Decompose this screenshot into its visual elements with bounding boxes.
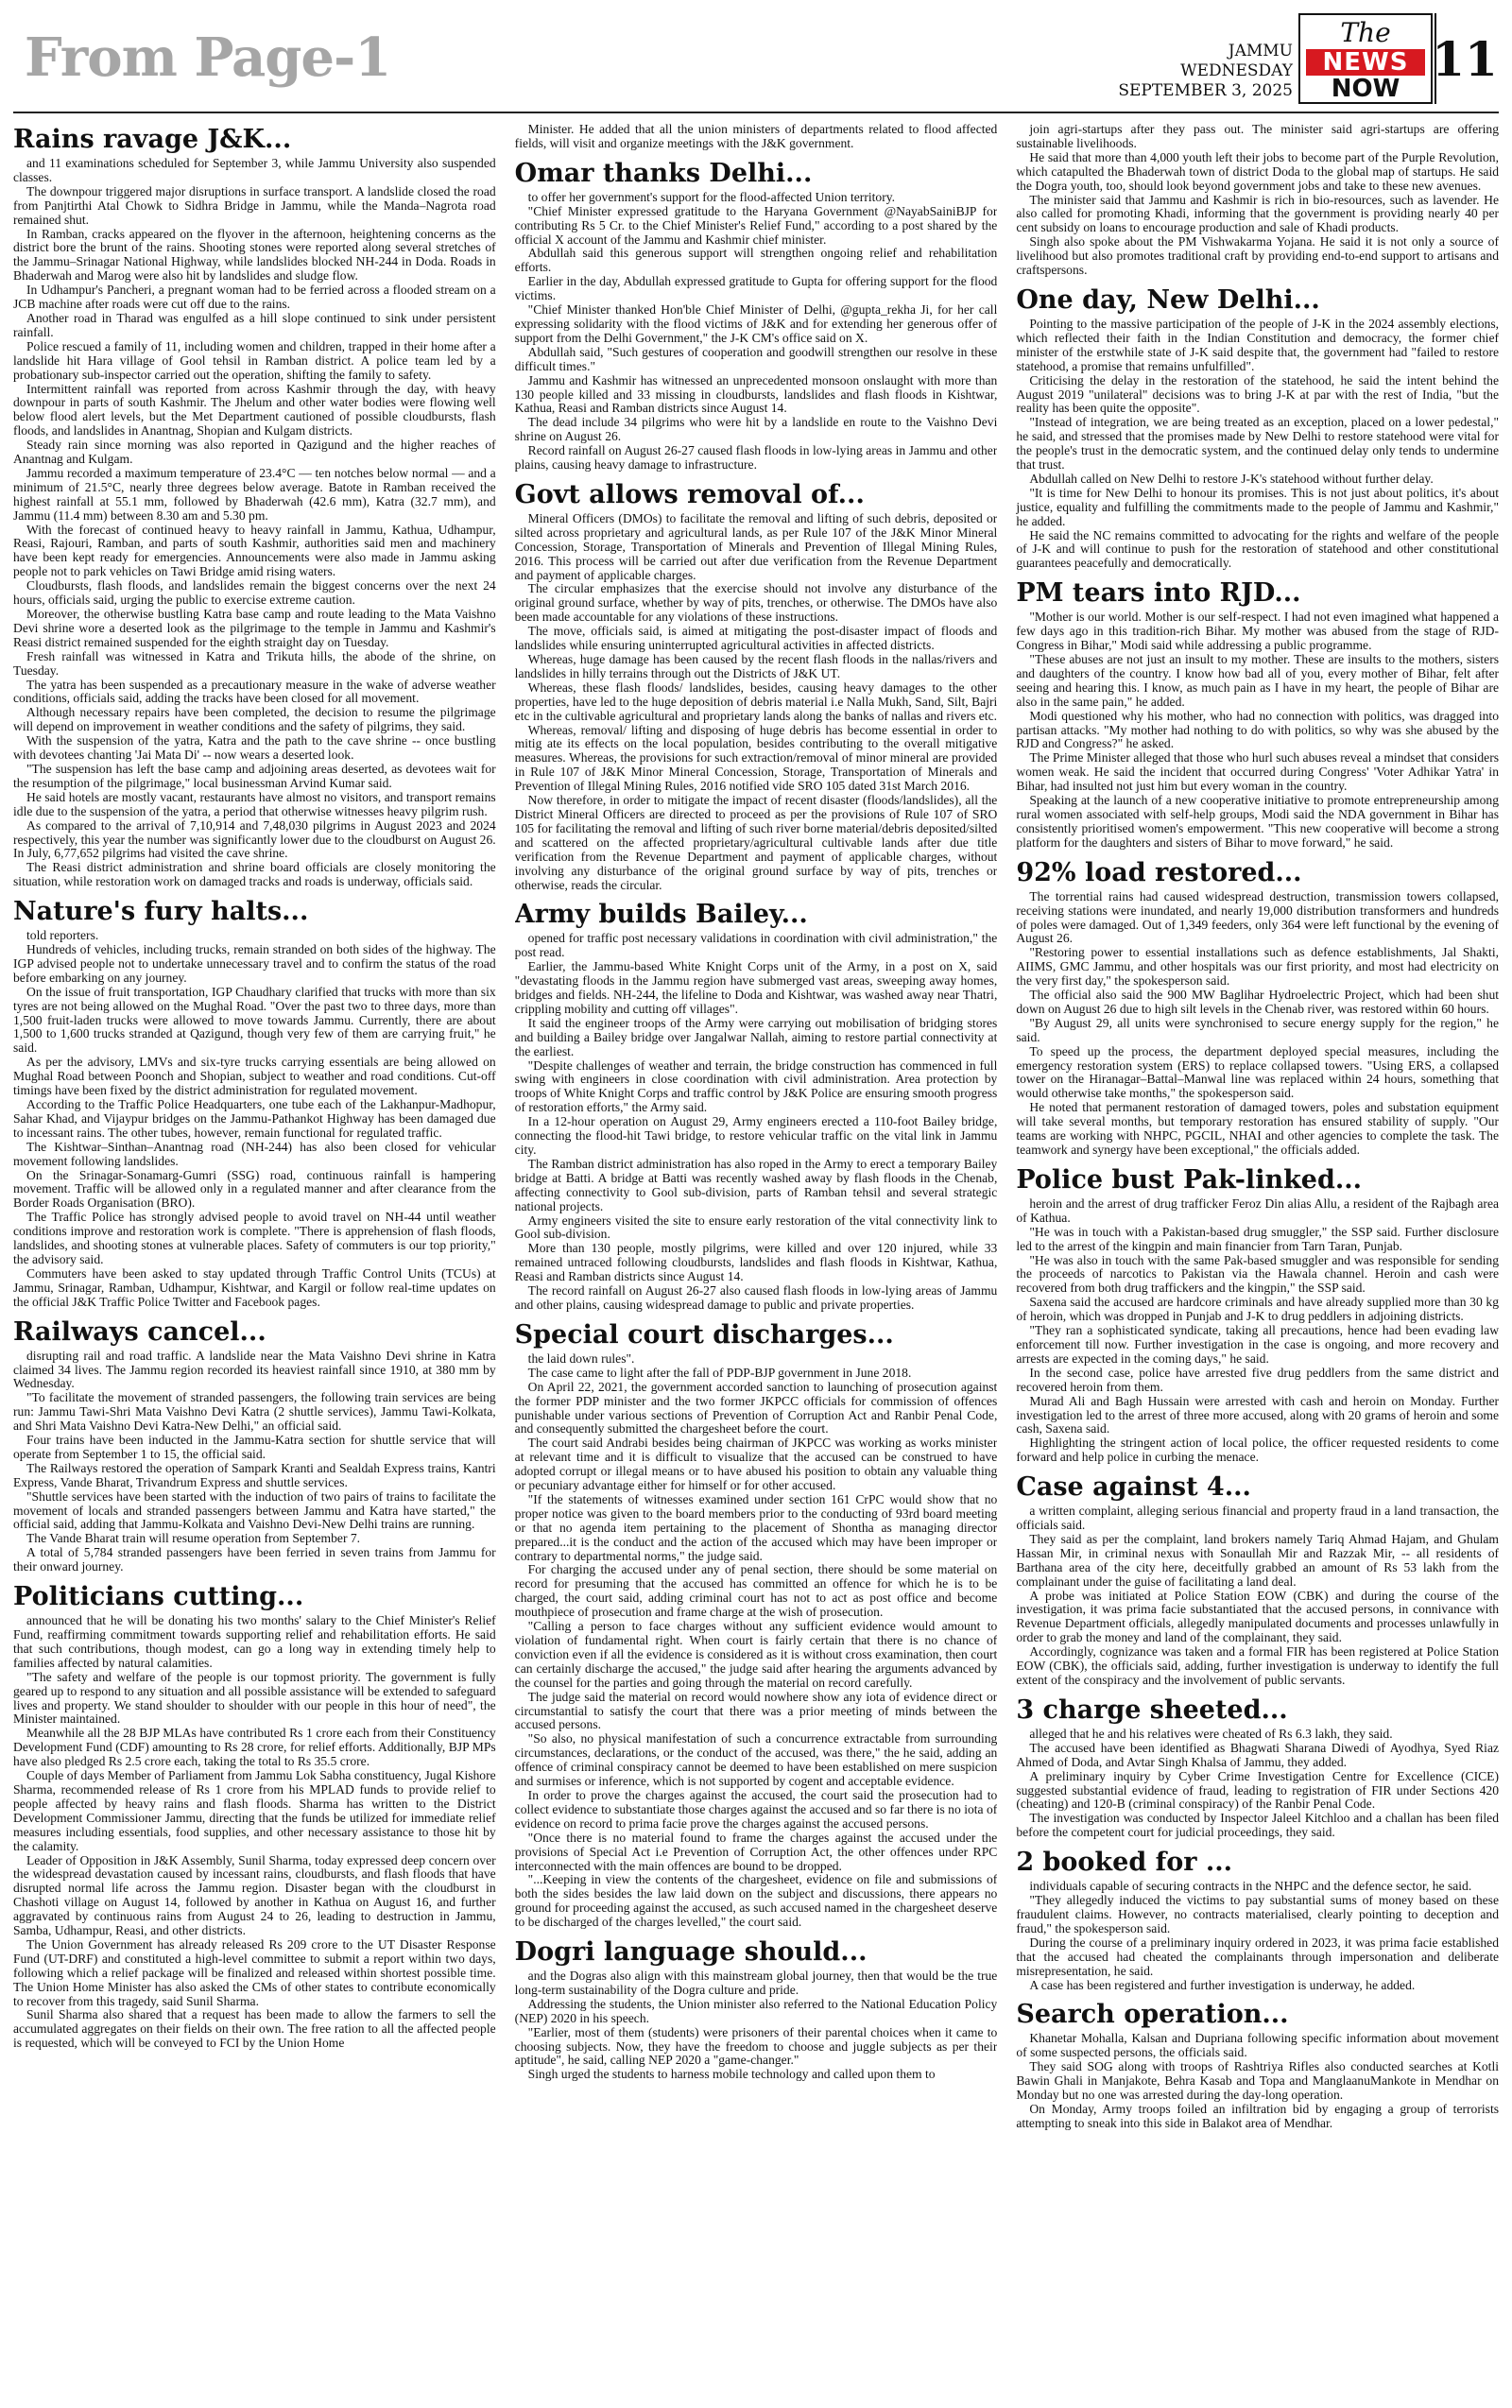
story-paragraph: To speed up the process, the department deployed special measures, including the emergency restoration system (ERS) to replace collapsed towers. "Using ERS, a collapsed tower on the Hiranagar–Battal–Manwal line was replaced within 24 hours, something that would otherwise take months," the spokesperson said. — [1016, 1043, 1499, 1101]
story-paragraph: Fresh rainfall was witnessed in Katra and Trikuta hills, the abode of the shrine, on Tuesday. — [13, 648, 496, 678]
story-headline: Politicians cutting... — [13, 1582, 304, 1612]
story-headline: Rains ravage J&K... — [13, 125, 292, 154]
story-paragraph: Whereas, huge damage has been caused by the recent flash floods in the nallas/rivers and landslides in hilly terrains through out the Districts of J&K UT. — [514, 652, 998, 680]
story-paragraph: The official also said the 900 MW Baglihar Hydroelectric Project, which had been shut down on August 26 due to high silt levels in the Chenab river, was restored within 60 hours. — [1016, 988, 1499, 1016]
story-paragraph: Abdullah said this generous support will strengthen ongoing relief and rehabilitation efforts. — [514, 246, 998, 275]
story — [1016, 1695, 1499, 1840]
story-paragraph: "Earlier, most of them (students) were prisoners of their parental choices when it came to choosing subjects. Now, they have the freedom to choose and juggle subjects as per their aptitude", he said, calling NEP 2020 a "game-changer." — [514, 2024, 998, 2068]
story-headline: Dogri language should... — [514, 1937, 868, 1968]
story-paragraph: join agri-startups after they pass out. The minister said agri-startups are offering sustainable livelihoods. — [1016, 123, 1499, 150]
masthead — [13, 0, 1499, 113]
story-paragraph: a written complaint, alleging serious financial and property fraud in a land transaction, the officials said. — [1016, 1504, 1499, 1533]
story-paragraph: The Prime Minister alleged that those who hurl such abuses reveal a mindset that considers women weak. He said the incident that occurred during Congress' 'Voter Adhikar Yatra' in Bihar, had insulted not just him but every woman in the country. — [1016, 750, 1499, 794]
story — [515, 159, 998, 473]
story-paragraph: On the issue of fruit transportation, IGP Chaudhary clarified that trucks with more than six tyres are not being allowed on the Mughal Road. "Over the past two to three days, more than 1,500 fruit-laden trucks were allowed to move towards Jammu. Currently, there are about 1,500 to 1,600 trucks stranded at Qazigund, though very few of them are carrying fruit," he said. — [13, 984, 496, 1056]
story-paragraph: Intermittent rainfall was reported from across Kashmir through the day, with heavy downpour in parts of south Kashmir. The Jhelum and other water bodies were flowing well below flood alert levels, but the Met Department cautioned of possible cloudbursts, flash floods, and landslides in Anantnag, Shopian and Kulgam districts. — [13, 381, 496, 439]
story-paragraph: "Restoring power to essential installations such as defence establishments, Jal Shakti, AIIMS, GMC Jammu, and other hospitals was our first priority, and most had electricity on the very first day," the spokesperson said. — [1016, 945, 1499, 989]
story-paragraph: The Reasi district administration and shrine board officials are closely monitoring the situation, while restoration work on damaged tracks and roads is underway, officials said. — [13, 860, 496, 889]
story-paragraph: "The suspension has left the base camp and adjoining areas deserted, as devotees wait for the resumption of the pilgrimage," local businessman Arvind Kumar said. — [13, 761, 496, 790]
story-headline: Nature's fury halts... — [13, 897, 309, 927]
story-paragraph: The minister said that Jammu and Kashmir is rich in bio-resources, such as lavender. He also called for promoting Khadi, informing that the government is providing nearly 40 per cent subsidy on loans to encourage production and sale of Khadi products. — [1016, 192, 1499, 235]
story-paragraph: A case has been registered and further investigation is underway, he added. — [1029, 1977, 1416, 1992]
story-paragraph: "It is time for New Delhi to honour its promises. This is not just about politics, it's about justice, equality and fulfilling the commitments made to the people of Jammu and Kashmir," he added. — [1016, 485, 1499, 528]
story-paragraph: Meanwhile all the 28 BJP MLAs have contributed Rs 1 crore each from their Constituency Development Fund (CDF) amounting to Rs 28 crore, for relief efforts. Additionally, BJP MPs have also pledged Rs 2.5 crore each, taking the total to Rs 35.5 crore. — [13, 1726, 496, 1769]
story-paragraph: "Shuttle services have been started with the induction of two pairs of trains to facilitate the movement of locals and stranded passengers between Jammu and Katra have started," the official said, adding that Jammu-Kolkata and Vaishno Devi-New Delhi trains are running. — [13, 1488, 496, 1532]
story-paragraph: Accordingly, cognizance was taken and a formal FIR has been registered at Police Station EOW (CBK), the officials said, adding, further investigation is underway to identify the full extent of the conspiracy and the involvement of public servants. — [1016, 1644, 1499, 1687]
story-paragraph: Mineral Officers (DMOs) to facilitate the removal and lifting of such debris, deposited or silted across proprietary and agricultural lands, as per Rule 107 of the J&K Minor Mineral Concession, Storage, Transportation of Minerals and Prevention of Illegal Mining Rules, 2016. This process will be carried out after due verification from the Revenue Department and payment of applicable charges. — [514, 510, 998, 582]
story-paragraph: "Chief Minister expressed gratitude to the Haryana Government @NayabSainiBJP for contributing Rs 5 Cr. to the Chief Minister's Relief Fund," according to a post shared by the official X account of the Jammu and Kashmir chief minister. — [514, 203, 998, 247]
story-paragraph: Addressing the students, the Union minister also referred to the National Education Policy (NEP) 2020 in his speech. — [514, 1996, 998, 2025]
story — [1016, 285, 1499, 571]
story-paragraph: Now therefore, in order to mitigate the impact of recent disaster (floods/landslides), all the District Mineral Officers are directed to proceed as per the provisions of Rule 107 of SRO 105 for facilitating the removal and lifting of such river borne material/debris deposited/silted and scattered on the affected proprietary/agricultural cultivable lands after due title verification from the Revenue Department and payment of applicable charges, without involving any disturbance of the original ground surface by way of pits, trenches or otherwise, reads the circular. — [514, 793, 998, 892]
story-paragraph: "Calling a person to face charges without any sufficient evidence would amount to violation of fundamental right. When court is fairly certain that there is no chance of conviction even if all the evidence is considered as it is without cross examination, then court can certainly discharge the accused," the judge said after hearing the arguments advanced by the counsel for the parties and going through the material on record carefully. — [514, 1619, 998, 1690]
story-paragraph: Speaking at the launch of a new cooperative initiative to promote entrepreneurship among rural women associated with self-help groups, Modi said the NDA government in Bihar has consistently prioritised women's empowerment. "This new cooperative will become a strong platform for the daughters and sisters of Bihar to move forward," he said. — [1016, 793, 1499, 850]
story-paragraph: Record rainfall on August 26-27 caused flash floods in low-lying areas in Jammu and other plains, causing heavy damage to infrastructure. — [514, 443, 998, 473]
story — [1016, 578, 1499, 850]
story-paragraph: Whereas, removal/ lifting and disposing of huge debris has become essential in order to mitig ate its effects on the local population, besides contributing to the overall mitigative measures. Whereas, the provisions for such extraction/removal of minor mineral are provided in Rule 107 of J&K Minor Mineral Concession, Storage, Transportation of Minerals and Prevention of Illegal Mining Rules, 2016 notified vide SRO 105 dated 31st March 2016. — [514, 722, 998, 794]
story-headline: 2 booked for ... — [1016, 1848, 1233, 1878]
story-paragraph: He said the NC remains committed to advocating for the rights and welfare of the people of J-K and will continue to push for the restoration of statehood and other constitutional guarantees peacefully and democratically. — [1016, 527, 1499, 571]
story-paragraph: The Kishtwar–Sinthan–Anantnag road (NH-244) has also been closed for vehicular movement following landslides. — [13, 1139, 496, 1168]
story-paragraph: As per the advisory, LMVs and six-tyre trucks carrying essentials are being allowed on Mughal Road between Poonch and Shopian, subject to weather and road conditions. Cut-off timings have been fixed by the district administration for regulated movement. — [13, 1055, 496, 1098]
story-paragraph: individuals capable of securing contracts in the NHPC and the defence sector, he said. — [1029, 1879, 1472, 1894]
story-headline: PM tears into RJD... — [1016, 578, 1301, 609]
story-paragraph: "Instead of integration, we are being treated as an exception, placed on a lower pedestal," he said, and stressed that the promises made by New Delhi to restore statehood were vital for the people's trust in the democratic system, and the continued delay only tends to undermine that trust. — [1016, 415, 1499, 473]
story-paragraph: The yatra has been suspended as a precautionary measure in the wake of adverse weather conditions, officials said, adding the tracks have been closed for all movement. — [13, 677, 496, 706]
story-headline: Omar thanks Delhi... — [514, 158, 813, 188]
dateline-location: JAMMU — [1228, 42, 1293, 60]
story — [13, 125, 496, 889]
story-paragraph: "The safety and welfare of the people is our topmost priority. The government is fully geared up to respond to any situation and all possible assistance will be extended to safeguard lives and property. We stand shoulder to shoulder with our people in this hour of need", the Minister maintained. — [13, 1669, 496, 1727]
story-paragraph: The investigation was conducted by Inspector Jaleel Kitchloo and a challan has been filed before the competent court for judicial proceedings, they said. — [1016, 1811, 1499, 1840]
story-paragraph: The court said Andrabi besides being chairman of JKPCC was working as works minister at relevant time and it is difficult to visualize that the accused can be construed to have adopted corrupt or illegal means or to have abused his position to obtain any valuable thing or pecuniary advantage either for himself or for other accused. — [514, 1436, 998, 1493]
story-paragraph: told reporters. — [26, 928, 99, 943]
story-paragraph: "...Keeping in view the contents of the chargesheet, evidence on file and submissions of both the sides besides the law laid down on the subject and discussions, there appears no ground for proceeding against the accused, as such accused named in the chargesheet deserve to be discharged of the charges levelled," the court said. — [514, 1872, 998, 1930]
story-paragraph: The circular emphasizes that the exercise should not involve any disturbance of the original ground surface, whether by way of pits, trenches, or otherwise. The DMOs have also been made accountable for any violations of these instructions. — [514, 581, 998, 625]
story-paragraph: Whereas, these flash floods/ landslides, besides, causing heavy damages to the other properties, have led to the huge deposition of debris material i.e Nalla Mukh, Sand, Silt, Bajri etc in the cultivable agricultural and proprietary lands along the banks of nallas and rivers etc. — [514, 679, 998, 723]
story-paragraph: Sunil Sharma also shared that a request has been made to allow the farmers to sell the accumulated aggregates on their fields on their own. The free ration to all the affected people is requested, which will be conveyed to FCI by the Union Home — [13, 2007, 496, 2051]
story-headline: One day, New Delhi... — [1016, 284, 1320, 315]
story-headline: Railways cancel... — [13, 1316, 266, 1347]
story-paragraph: Leader of Opposition in J&K Assembly, Sunil Sharma, today expressed deep concern over the widespread devastation caused by incessant rains, cloudbursts, and flash floods that have disrupted normal life across the Jammu region. Disaster began with the cloudburst in Chashoti village on August 14, followed by another in Kathua on August 16, and further aggravated by continuous rains from August 24 to 26, leading to destruction in Jammu, Samba, Udhampur, Reasi, and other districts. — [13, 1852, 496, 1938]
story-paragraph: They said SOG along with troops of Rashtriya Rifles also conducted searches at Kotli Bawin Ghali in Manjakote, Behra Kasab and Topa and ManglaanuMankote in Mendhar on Monday but no one was arrested during the day-long operation. — [1016, 2059, 1499, 2103]
story-paragraph: Although necessary repairs have been completed, the decision to resume the pilgrimage will depend on improvement in weather conditions and the safety of pilgrims, they said. — [13, 705, 496, 734]
page-number: 11 — [1435, 13, 1493, 104]
story-paragraph: Couple of days Member of Parliament from Jammu Lok Sabha constituency, Jugal Kishore Sharma, recommended release of Rs 1 crore from his MPLAD funds to provide relief to people affected by heavy rains and flash floods. Sharma has written to the District Development Commissioner Jammu, directing that the funds be utilized for immediate relief measures including essentials, food supplies, and other necessary assistance to those hit by the calamity. — [13, 1768, 496, 1853]
story-headline: 3 charge sheeted... — [1016, 1694, 1288, 1725]
story-paragraph: Jammu and Kashmir has witnessed an unprecedented monsoon onslaught with more than 130 people killed and 33 missing in cloudbursts, landslides and flash floods in Kishtwar, Kathua, Reasi and Ramban districts since August 14. — [514, 372, 998, 416]
story-paragraph: For charging the accused under any of penal section, there should be some material on record for presuming that the accused has committed an offence for which he is to be charged, the court said, adding criminal court has not to act as post office and become mouthpiece of prosecution and frame charge at the wish of prosecution. — [514, 1562, 998, 1620]
story-paragraph: and the Dogras also align with this mainstream global journey, then that would be the true long-term sustainability of the Dogra culture and pride. — [514, 1969, 998, 1997]
story-paragraph: Jammu recorded a maximum temperature of 23.4°C — ten notches below normal — and a minimum of 21.5°C, nearly three degrees below average. Batote in Ramban received the highest rainfall at 55.1 mm, followed by Bhaderwah (42.6 mm), Katra (32.7 mm), and Jammu (11.4 mm) between 8.30 am and 5.30 pm. — [13, 465, 496, 523]
story-paragraph: With the suspension of the yatra, Katra and the path to the cave shrine -- once bustling with devotees chanting 'Jai Mata Di' -- now wears a deserted look. — [13, 733, 496, 763]
story-paragraph: Minister. He added that all the union ministers of departments related to flood affected fields, will visit and organize meetings with the J&K government. — [514, 123, 998, 150]
section-title: From Page-1 — [25, 26, 391, 89]
story-paragraph: The case came to light after the fall of PDP-BJP government in June 2018. — [527, 1365, 912, 1380]
story-headline: Army builds Bailey... — [514, 900, 808, 930]
story-paragraph: "To facilitate the movement of stranded passengers, the following train services are being run: Jammu Tawi-Shri Mata Vaishno Devi Katra (2 shuttle services), Jammu Tawi-Kolkata, and Shri Mata Vaishno Devi Katra-New Delhi," an official said. — [13, 1390, 496, 1434]
story-paragraph: Army engineers visited the site to ensure early restoration of the vital connectivity link to Gool sub-division. — [514, 1213, 998, 1242]
story — [515, 1937, 998, 2082]
story — [515, 480, 998, 892]
story-headline: Police bust Pak-linked... — [1016, 1164, 1363, 1195]
story-paragraph: "These abuses are not just an insult to my mother. These are insults to the mothers, sisters and daughters of the country. I know how bad all of you, every mother of Bihar, felt after seeing and hearing this. I know, as much pain as I have in my heart, the people of Bihar are also in the same pain," he added. — [1016, 652, 1499, 709]
story-paragraph: Khanetar Mohalla, Kalsan and Dupriana following specific information about movement of some suspected persons, the officials said. — [1016, 2031, 1499, 2060]
story-paragraph: Saxena said the accused are hardcore criminals and have already supplied more than 30 kg of heroin, which was dropped in Punjab and J-K to drug peddlers in adjoining districts. — [1016, 1295, 1499, 1324]
story — [515, 900, 998, 1312]
story-paragraph: In the second case, police have arrested five drug peddlers from the same district and recovered heroin from them. — [1016, 1365, 1499, 1394]
story — [1016, 123, 1499, 278]
story-paragraph: As compared to the arrival of 7,10,914 and 7,48,030 pilgrims in August 2023 and 2024 respectively, this year the number was significantly lower due to the cloudburst on August 26. In July, 6,77,652 pilgrims had visited the cave shrine. — [13, 817, 496, 861]
story-paragraph: Hundreds of vehicles, including trucks, remain stranded on both sides of the highway. The IGP advised people not to undertake unnecessary travel and to confirm the status of the road before embarking on any journey. — [13, 942, 496, 985]
story-paragraph: Cloudbursts, flash floods, and landslides remain the biggest concerns over the next 24 hours, officials said, urging the public to exercise extreme caution. — [13, 578, 496, 608]
story-paragraph: Earlier in the day, Abdullah expressed gratitude to Gupta for offering support for the flood victims. — [514, 274, 998, 303]
story-paragraph: On April 22, 2021, the government accorded sanction to launching of prosecution against the former PDP minister and the two former JKPCC officials for commission of offences punishable under various sections of Prevention of Corruption Act and Ranbir Penal Code, and consequently submitted the chargesheet before the court. — [514, 1379, 998, 1436]
story-paragraph: Abdullah called on New Delhi to restore J-K's statehood without further delay. — [1029, 471, 1434, 486]
story-paragraph: Murad Ali and Bagh Hussain were arrested with cash and heroin on Monday. Further investigation led to the arrest of three more accused, along with 20 grams of heroin and some cash, Saxena said. — [1016, 1393, 1499, 1436]
story-paragraph: "Once there is no material found to frame the charges against the accused under the provisions of Special Act i.e Prevention of Corruption Act, the other offences under RPC interconnected with the main offences are bound to be dropped. — [514, 1830, 998, 1873]
story — [1016, 858, 1499, 1158]
story-paragraph: Singh urged the students to harness mobile technology and called upon them to — [527, 2067, 936, 2082]
story-paragraph: "So also, no physical manifestation of such a concurrence extractable from surrounding circumstances, declarations, or the conduct of the accused, was there," the he said, adding an offence of criminal conspiracy cannot be deemed to have been established on mere suspicion and surmises or inference, which is not supported by cogent and acceptable evidence. — [514, 1731, 998, 1789]
column-1 — [13, 123, 496, 2391]
story — [13, 897, 496, 1309]
story — [1016, 2000, 1499, 2130]
story-paragraph: announced that he will be donating his two months' salary to the Chief Minister's Relief Fund, reaffirming commitment towards supporting relief and rehabilitation efforts. He said that such contributions, though modest, can go a long way in extending timely help to families affected by natural calamities. — [13, 1613, 496, 1670]
story-paragraph: The dead include 34 pilgrims who were hit by a landslide en route to the Vaishno Devi shrine on August 26. — [514, 415, 998, 444]
story-paragraph: to offer her government's support for the flood-affected Union territory. — [527, 189, 896, 204]
story-paragraph: A probe was initiated at Police Station EOW (CBK) and during the course of the investigation, it was prima facie substantiated that the accused persons, in connivance with Revenue Department officials, allegedly manipulated documents and processes unlawfully in order to grab the money and land of the complainant, they said. — [1016, 1588, 1499, 1645]
story-paragraph: He said hotels are mostly vacant, restaurants have almost no visitors, and transport remains idle due to the suspension of the yatra, a period that otherwise witnesses heavy pilgrim rush. — [13, 789, 496, 818]
story-paragraph: "If the statements of witnesses examined under section 161 CrPC would show that no proper notice was given to the board members prior to the conducting of 93rd board meeting or that no agenda item pertaining to the placement of Shontha as managing director prepared...it is the conduct and the action of the accused which may have been improper or contrary to departmental norms," the judge said. — [514, 1491, 998, 1563]
dateline — [1118, 42, 1293, 101]
story-paragraph: "They allegedly induced the victims to pay substantial sums of money based on these fraudulent claims. However, no contracts materialised, clearly pointing to deception and fraud," the spokesperson said. — [1016, 1893, 1499, 1935]
logo-the: The — [1340, 17, 1391, 48]
story-paragraph: The Traffic Police has strongly advised people to avoid travel on NH-44 until weather conditions improve and restoration work is complete. "There is apprehension of flash floods, landslides, and shooting stones at vulnerable places. Safety of commuters is our top priority," the advisory said. — [13, 1210, 496, 1266]
story-paragraph: Pointing to the massive participation of the people of J-K in the 2024 assembly elections, which reflected their faith in the Indian Constitution and democracy, the former chief minister of the erstwhile state of J-K said despite that, the government had "failed to restore statehood, a promise that remains unfulfilled". — [1016, 316, 1499, 373]
story-paragraph: In a 12-hour operation on August 29, Army engineers erected a 110-foot Bailey bridge, connecting the flood-hit Tawi bridge, to restore vehicular traffic on the vital link in Jammu city. — [514, 1114, 998, 1157]
story-paragraph: the laid down rules". — [527, 1350, 635, 1366]
story-paragraph: During the course of a preliminary inquiry ordered in 2023, it was prima facie established that the accused had cheated the complainants through impersonation and deliberate misrepresentation, he said. — [1016, 1935, 1499, 1978]
story-paragraph: opened for traffic post necessary validations in coordination with civil administration," the post read. — [514, 931, 998, 960]
story-paragraph: Criticising the delay in the restoration of the statehood, he said the intent behind the August 2019 "unilateral" decisions was to bring J-K at par with the rest of India, "but the reality has been quite the opposite". — [1016, 372, 1499, 416]
story-paragraph: "He was in touch with a Pakistan-based drug smuggler," the SSP said. Further disclosure led to the arrest of the kingpin and main financier from Tarn Taran, Punjab. — [1016, 1224, 1499, 1253]
story-headline: 92% load restored... — [1016, 857, 1302, 887]
dateline-date: SEPTEMBER 3, 2025 — [1118, 81, 1293, 100]
story-paragraph: More than 130 people, mostly pilgrims, were killed and over 120 injured, while 33 remained untraced following cloudbursts, landslides and flash floods in Kishtwar, Kathua, Reasi and Ramban districts since August 14. — [514, 1241, 998, 1284]
story-paragraph: Highlighting the stringent action of local police, the officer requested residents to come forward and help police in curbing the menace. — [1016, 1436, 1499, 1465]
story — [1016, 1848, 1499, 1992]
story-paragraph: Abdullah said, "Such gestures of cooperation and goodwill strengthen our resolve in these difficult times." — [514, 344, 998, 373]
story-paragraph: The move, officials said, is aimed at mitigating the post-disaster impact of floods and landslides while ensuring uninterrupted agricultural activities in affected districts. — [514, 624, 998, 653]
story-paragraph: disrupting rail and road traffic. A landslide near the Mata Vaishno Devi shrine in Katra claimed 34 lives. The Jammu region recorded its heaviest rainfall since 1910, at 380 mm by Wednesday. — [13, 1348, 496, 1391]
story — [1016, 1472, 1499, 1688]
story-paragraph: "He was also in touch with the same Pak-based smuggler and was responsible for sending the proceeds of narcotics to Pakistan via the Hawala channel. Heroin and cash were recovered from both drug traffickers and the kingpin," the SSP said. — [1016, 1252, 1499, 1296]
story-paragraph: Earlier, the Jammu-based White Knight Corps unit of the Army, in a post on X, said "devastating floods in the Jammu region have submerged vast areas, sweeping away homes, bridges and fields. NH-244, the lifeline to Doda and Kishtwar, was washed away near Thatri, crippling mobility and cutting off villages". — [514, 959, 998, 1016]
story-paragraph: They said as per the complaint, land brokers namely Tariq Ahmad Hajam, and Ghulam Hassan Mir, in criminal nexus with Sonaullah Mir and Razzak Mir, -- all residents of Barthana area of the city here, deceitfully grabbed an amount of Rs 53 lakh from the complainant under the guise of facilitating a land deal. — [1016, 1531, 1499, 1589]
story-paragraph: Another road in Tharad was engulfed as a hill slope continued to sink under persistent rainfall. — [13, 310, 496, 339]
story-headline: Govt allows removal of... — [514, 479, 865, 509]
story-paragraph: The accused have been identified as Bhagwati Sharana Diwedi of Ayodhya, Syed Riaz Ahmed of Doda, and Avtar Singh Khalsa of Jammu, they added. — [1016, 1740, 1499, 1769]
story — [13, 1582, 496, 2051]
story-paragraph: Commuters have been asked to stay updated through Traffic Control Units (TCUs) at Jammu, Srinagar, Ramban, Udhampur, Kishtwar, and Kargil or follow real-time updates on the official J&K Traffic Police Twitter and Facebook pages. — [13, 1265, 496, 1309]
story-paragraph: A total of 5,784 stranded passengers have been ferried in seven trains from Jammu for their onward journey. — [13, 1545, 496, 1574]
story — [515, 123, 998, 151]
story — [515, 1320, 998, 1930]
article-columns — [13, 113, 1499, 2391]
story-paragraph: "By August 29, all units were synchronised to secure energy supply for the region," he said. — [1016, 1015, 1499, 1044]
story-paragraph: The Railways restored the operation of Sampark Kranti and Sealdah Express trains, Kantri Express, Vande Bharat, Trivandrum Express and shuttle services. — [13, 1460, 496, 1489]
story-paragraph: In order to prove the charges against the accused, the court said the prosecution had to collect evidence to substantiate those charges against the accused and so far there is no iota of evidence on record to prima facie prove the charges against the accused persons. — [514, 1787, 998, 1831]
story-paragraph: It said the engineer troops of the Army were carrying out mobilisation of bridging stores and building a Bailey bridge over Jangalwar Nallah, aiming to restore partial connectivity at the earliest. — [514, 1015, 998, 1058]
story-paragraph: The Union Government has already released Rs 209 crore to the UT Disaster Response Fund (UT-DRF) and constituted a high-level committee to submit a report within two days, following which a relief package will be finalized and released within shortest possible time. The Union Home Minister has also asked the CMs of other states to contribute economically to recover from this tragedy, said Sunil Sharma. — [13, 1936, 496, 2008]
story-headline: Search operation... — [1016, 2000, 1289, 2030]
column-3 — [1016, 123, 1499, 2391]
story-paragraph: On the Srinagar-Sonamarg-Gumri (SSG) road, continuous rainfall is hampering movement. Traffic will be allowed only in a regulated manner and after clearance from the Border Roads Organisation (BRO). — [13, 1167, 496, 1211]
story-paragraph: The Ramban district administration has also roped in the Army to erect a temporary Bailey bridge at Batti. A bridge at Batti was recently washed away by flash floods in the Chenab, affecting connectivity to Gool sub-division, parts of Ramban tehsil and several strategic national projects. — [514, 1156, 998, 1213]
story-paragraph: "They ran a sophisticated syndicate, taking all precautions, hence had been evading law enforcement till now. Further investigation in the case is ongoing, and more recovery and arrests are expected in the coming days," he said. — [1016, 1323, 1499, 1366]
story — [1016, 1165, 1499, 1465]
story-paragraph: With the forecast of continued heavy to heavy rainfall in Jammu, Kathua, Udhampur, Reasi, Rajouri, Ramban, and parts of south Kashmir, authorities said men and machinery have been kept ready for emergencies. Announcements were also made in Jammu asking people not to park vehicles on Tawi Bridge amid rising waters. — [13, 522, 496, 579]
dateline-weekday: WEDNESDAY — [1180, 61, 1293, 80]
story-paragraph: On Monday, Army troops foiled an infiltration bid by engaging a group of terrorists attempting to sneak into this side in Balakot area of Mendhar. — [1016, 2101, 1499, 2130]
story-paragraph: "Mother is our world. Mother is our self-respect. I had not even imagined what happened a few days ago in this tradition-rich Bihar. My mother was abused from the stage of RJD-Congress in Bihar," Modi said while addressing a public programme. — [1016, 610, 1499, 653]
story-paragraph: Moreover, the otherwise bustling Katra base camp and route leading to the Mata Vaishno Devi shrine wore a deserted look as the pilgrimage to the temple in Jammu and Kashmir's Reasi district remained suspended for the eighth straight day on Tuesday. — [13, 607, 496, 649]
story-paragraph: Steady rain since morning was also reported in Qazigund and the higher reaches of Anantnag and Kulgam. — [13, 438, 496, 467]
story-paragraph: According to the Traffic Police Headquarters, one tube each of the Lakhanpur-Madhopur, Sahar Khad, and Vijaypur bridges on the Jammu-Pathankot Highway has been damaged due to incessant rains. The other tubes, however, remain functional for regulated traffic. — [13, 1097, 496, 1140]
story-paragraph: The torrential rains had caused widespread destruction, transmission towers collapsed, receiving stations were inundated, and nearly 19,000 distribution transformers and hundreds of poles were damaged. Out of 1,349 feeders, only 364 were left functional by the evening of August 26. — [1016, 888, 1499, 946]
story-paragraph: The Vande Bharat train will resume operation from September 7. — [26, 1531, 361, 1546]
logo-news: NEWS — [1306, 49, 1425, 76]
story-paragraph: In Udhampur's Pancheri, a pregnant woman had to be ferried across a flooded stream on a JCB machine after roads were cut off due to the rains. — [13, 283, 496, 312]
story — [13, 1317, 496, 1575]
newspaper-logo — [1298, 13, 1433, 104]
story-paragraph: Police rescued a family of 11, including women and children, trapped in their home after a landslide hit Hara village of Gool tehsil in Ramban district. A police team led by a probationary sub-inspector carried out the operation, shifting the family to safety. — [13, 338, 496, 382]
story-headline: Special court discharges... — [514, 1319, 894, 1350]
story-paragraph: Modi questioned why his mother, who had no connection with politics, was dragged into partisan attacks. "My mother had nothing to do with politics, so why was she abused by the RJD and Congress?" he asked. — [1016, 708, 1499, 751]
story-paragraph: In Ramban, cracks appeared on the flyover in the afternoon, heightening concerns as the district bore the brunt of the rains. Shooting stones were reported along several stretches of the Jammu–Srinagar National Highway, while landslides blocked NH-244 in Doda. Roads in Bhaderwah and Marog were also hit by landslides and sludge flow. — [13, 226, 496, 284]
story-paragraph: Four trains have been inducted in the Jammu-Katra section for shuttle service that will operate from September 1 to 15, the official said. — [13, 1433, 496, 1461]
story-paragraph: The downpour triggered major disruptions in surface transport. A landslide closed the road from Panjtirthi Atal Chowk to Sidhra Bridge in Jammu, while the Manda–Nagrota road remained shut. — [13, 183, 496, 227]
column-2 — [515, 123, 998, 2391]
story-paragraph: The record rainfall on August 26-27 also caused flash floods in low-lying areas of Jammu and other plains, causing widespread damage to public and private properties. — [514, 1283, 998, 1312]
story-paragraph: He noted that permanent restoration of damaged towers, poles and substation equipment will take several months, but temporary restoration has ensured stability of supply. "Our teams are working with NHPC, PGCIL, NHAI and other agencies to complete the task. The teamwork and synergy have been exceptional," the officials added. — [1016, 1100, 1499, 1157]
story-paragraph: Singh also spoke about the PM Vishwakarma Yojana. He said it is not only a source of livelihood but also promotes traditional craft by providing end-to-end support to artisans and craftspersons. — [1016, 234, 1499, 278]
story-paragraph: "Chief Minister thanked Hon'ble Chief Minister of Delhi, @gupta_rekha Ji, for her call expressing solidarity with the flood victims of J&K and for extending her generous offer of support from the Delhi Government," the J-K CM's office said on X. — [514, 302, 998, 345]
story-paragraph: The judge said the material on record would nowhere show any iota of evidence direct or circumstantial to satisfy the court that there was a prior meeting of minds between the accused persons. — [514, 1689, 998, 1732]
story-paragraph: alleged that he and his relatives were cheated of Rs 6.3 lakh, they said. — [1029, 1726, 1393, 1741]
story-paragraph: He said that more than 4,000 youth left their jobs to become part of the Purple Revolution, which catapulted the Bhaderwah town of district Doda to the global map of startups. He said the Dogra youth, too, should look beyond government jobs and take to these new avenues. — [1016, 149, 1499, 193]
story-paragraph: A preliminary inquiry by Cyber Crime Investigation Centre for Excellence (CICE) suggested substantial evidence of fraud, leading to registration of FIR under Sections 420 (cheating) and 120-B (criminal conspiracy) of the Ranbir Penal Code. — [1016, 1768, 1499, 1812]
story-paragraph: heroin and the arrest of drug trafficker Feroz Din alias Allu, a resident of the Rajbagh area of Kathua. — [1016, 1195, 1499, 1225]
story-paragraph: and 11 examinations scheduled for September 3, while Jammu University also suspended classes. — [13, 156, 496, 184]
logo-now: NOW — [1331, 75, 1400, 103]
story-headline: Case against 4... — [1016, 1472, 1251, 1503]
story-paragraph: "Despite challenges of weather and terrain, the bridge construction has commenced in full swing with engineers in close coordination with civil administration. Area protection by troops of White Knight Corps and traffic control by J&K Police are ensuring smooth progress of restoration efforts," the Army said. — [514, 1058, 998, 1115]
